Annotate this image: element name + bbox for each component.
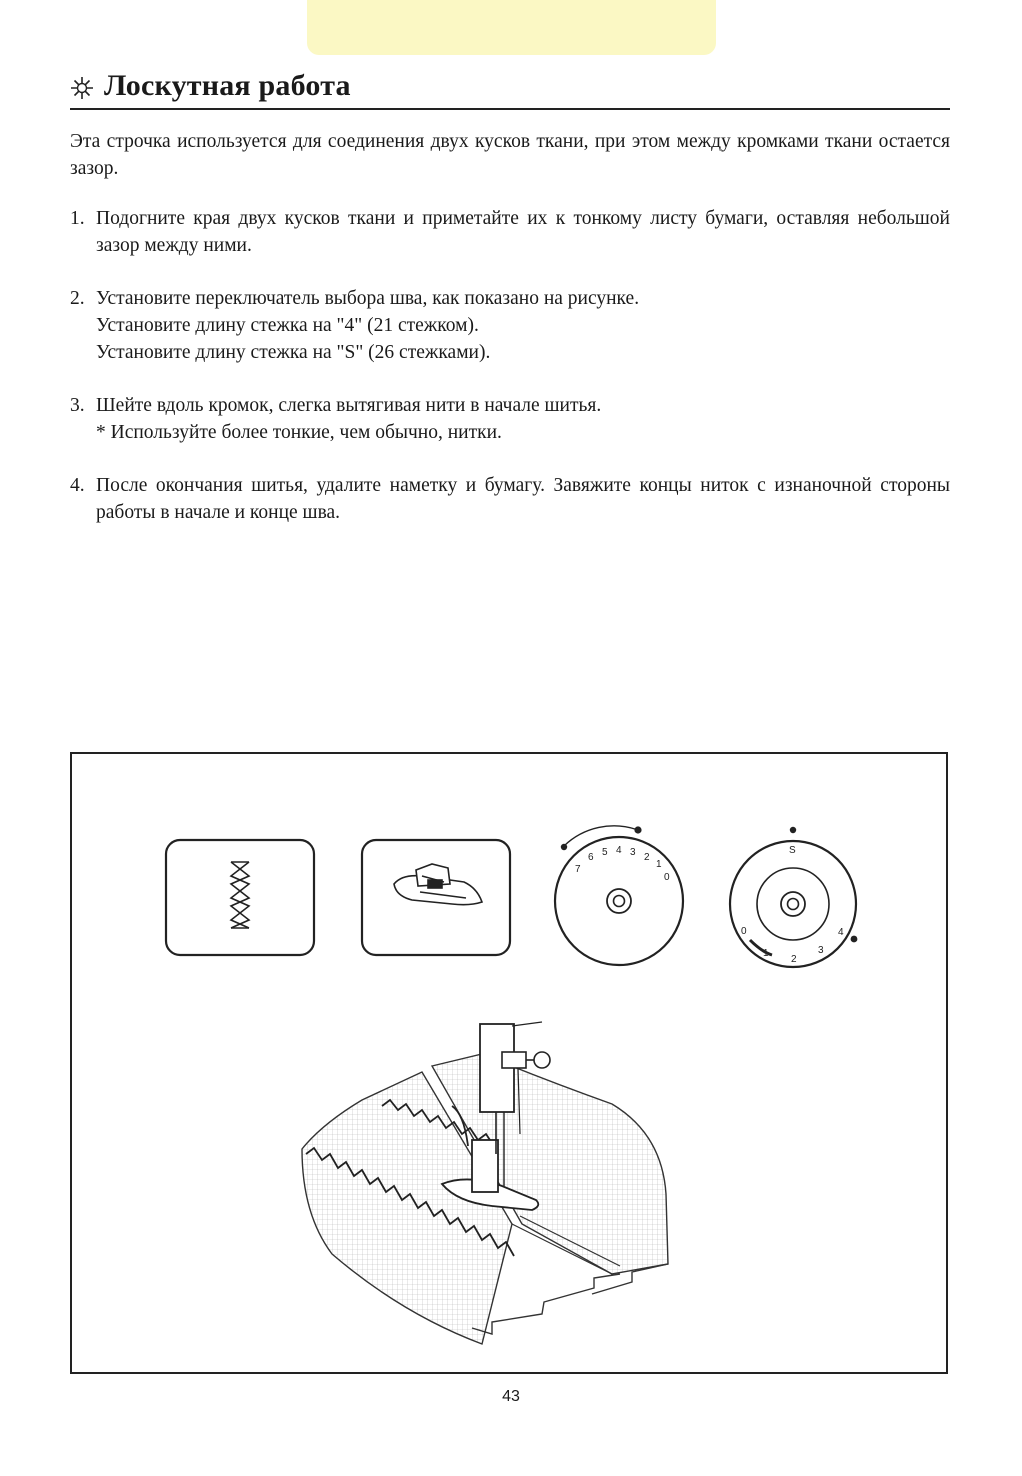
step-text: Установите длину стежка на "S" (26 стежками).: [96, 342, 491, 363]
width-label: 1: [656, 859, 662, 870]
step-text: После окончания шитья, удалите наметку и бумагу. Завяжите концы ниток с изнаночной стороны работы в начале и конце шва.: [96, 475, 950, 523]
step-text: Подогните края двух кусков ткани и приметайте их к тонкому листу бумаги, оставляя небольшой зазор между ними.: [96, 208, 950, 256]
step-item: [70, 472, 950, 526]
step-note: * Используйте более тонкие, чем обычно, нитки.: [96, 422, 502, 443]
sewing-illustration: [302, 1022, 668, 1344]
section-heading: [70, 64, 950, 110]
step-text: Установите длину стежка на "4" (21 стежком).: [96, 315, 479, 336]
step-text: Установите переключатель выбора шва, как показано на рисунке.: [96, 288, 640, 309]
page-title: Лоскутная работа: [104, 69, 351, 102]
illustration-box: [70, 752, 948, 1374]
length-label: 4: [838, 927, 844, 938]
step-item: [70, 285, 950, 366]
intro-paragraph: Эта строчка используется для соединения двух кусков ткани, при этом между кромками ткани остается зазор.: [70, 131, 950, 179]
width-label: 3: [630, 847, 636, 858]
step-item: [70, 205, 950, 259]
length-label: 1: [763, 948, 769, 959]
width-label: 2: [644, 852, 650, 863]
step-number: 3.: [70, 395, 85, 416]
length-label-s: S: [789, 845, 796, 856]
stitch-width-dial: [555, 826, 683, 965]
steps-list: [70, 205, 950, 526]
width-label: 0: [664, 872, 670, 883]
stitch-length-dial: [730, 827, 857, 967]
width-label: 5: [602, 847, 608, 858]
length-label: 3: [818, 945, 824, 956]
page-number: 43: [502, 1388, 520, 1405]
step-item: [70, 392, 950, 446]
illustration: [72, 754, 946, 1372]
page-header-tab: [307, 0, 716, 55]
width-label: 7: [575, 864, 581, 875]
step-number: 2.: [70, 288, 85, 309]
width-label: 4: [616, 845, 622, 856]
step-text: Шейте вдоль кромок, слегка вытягивая нити в начале шитья.: [96, 395, 602, 416]
width-label: 6: [588, 852, 594, 863]
step-number: 1.: [70, 208, 85, 229]
stitch-pattern-icon: [166, 840, 314, 955]
length-label: 0: [741, 926, 747, 937]
length-label: 2: [791, 954, 797, 965]
presser-foot-icon: [362, 840, 510, 955]
sparkle-star-icon: [70, 76, 94, 100]
step-number: 4.: [70, 475, 85, 496]
